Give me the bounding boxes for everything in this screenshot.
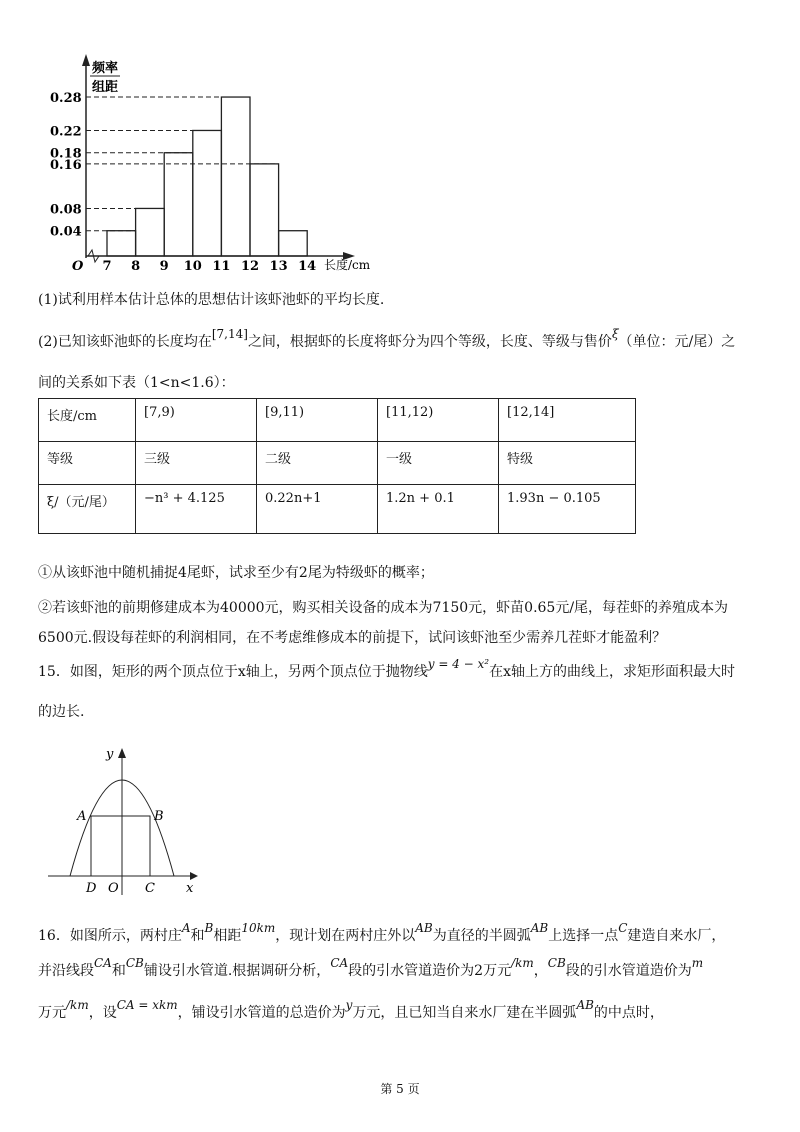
text: 段的引水管道造价为 xyxy=(565,963,692,979)
text: 段的引水管道造价为2万元 xyxy=(348,963,512,979)
y-axis-label-top: 频率 xyxy=(92,61,119,76)
label-a: A xyxy=(77,809,87,824)
table-cell: 1.2n + 0.1 xyxy=(378,485,499,534)
q15-text xyxy=(38,657,735,681)
q14-part1: (1)试利用样本估计总体的思想估计该虾池虾的平均长度. xyxy=(38,292,385,308)
histogram-bar xyxy=(107,231,136,256)
x-tick-label: 11 xyxy=(212,259,231,274)
label-y: y xyxy=(106,747,114,762)
y-tick-label: 0.04 xyxy=(50,224,82,240)
math-symbol: CA = xkm xyxy=(116,998,178,1012)
x-tick-label: 12 xyxy=(240,259,260,274)
x-axis-label: 长度/cm xyxy=(324,258,371,272)
q14-part2-cont: 间的关系如下表（1<n<1.6）： xyxy=(38,375,235,391)
text: 上选择一点 xyxy=(548,928,619,944)
text: 铺设引水管道.根据调研分析， xyxy=(143,963,331,979)
x-tick-label: 9 xyxy=(159,259,169,274)
label-x: x xyxy=(186,881,194,896)
label-o: O xyxy=(108,881,119,896)
y-tick-label: 0.08 xyxy=(50,202,82,218)
math-symbol: /km xyxy=(66,998,89,1012)
table-cell: 长度/cm xyxy=(39,399,136,442)
x-tick-label: 14 xyxy=(298,259,317,274)
math-symbol: C xyxy=(618,921,628,935)
histogram-bar xyxy=(250,164,279,256)
text: 相距 xyxy=(213,928,242,944)
table-row xyxy=(39,442,636,485)
math-symbol: CB xyxy=(125,956,144,970)
label-d: D xyxy=(86,881,97,896)
q14-part2 xyxy=(38,327,736,351)
math-symbol: B xyxy=(204,921,214,935)
q14-sub1: ①从该虾池中随机捕捉4尾虾，试求至少有2尾为特级虾的概率； xyxy=(38,565,434,581)
math-symbol: AB xyxy=(530,921,549,935)
math-symbol: m xyxy=(691,956,704,970)
y-axis-arrow-icon xyxy=(82,54,90,66)
histogram-bar xyxy=(193,130,222,256)
table-cell: [7,9) xyxy=(136,399,257,442)
histogram-bar xyxy=(164,153,193,256)
text: ，铺设引水管道的总造价为 xyxy=(177,1005,346,1021)
y-tick-label: 0.22 xyxy=(50,124,82,140)
table-cell: ξ/（元/尾） xyxy=(39,485,136,534)
math-symbol: AB xyxy=(576,998,594,1012)
text: 15．如图，矩形的两个顶点位于x轴上，另两个顶点位于抛物线 xyxy=(38,664,428,680)
histogram-bar xyxy=(221,97,250,256)
grade-price-table xyxy=(38,398,636,534)
q15-text-cont: 的边长. xyxy=(38,704,85,720)
table-cell: 二级 xyxy=(257,442,378,485)
interval: [7,14] xyxy=(211,327,248,341)
math-symbol: AB xyxy=(415,921,433,935)
table-cell: [12,14] xyxy=(499,399,636,442)
x-tick-label: 10 xyxy=(183,259,202,274)
q14-sub2-cont: 6500元.假设每茬虾的利润相同，在不考虑维修成本的前提下，试问该虾池至少需养几茬虾才能盈利？ xyxy=(38,630,667,646)
table-cell: 一级 xyxy=(378,442,499,485)
text: 和 xyxy=(111,963,126,979)
origin-label: O xyxy=(72,259,84,274)
math-symbol: 10km xyxy=(241,921,276,935)
x-tick-label: 7 xyxy=(102,259,112,274)
table-cell: [11,12) xyxy=(378,399,499,442)
table-cell: [9,11) xyxy=(257,399,378,442)
q14-sub2: ②若该虾池的前期修建成本为40000元，购买相关设备的成本为7150元，虾苗0.65元/尾，每茬虾的养殖成本为 xyxy=(38,600,729,616)
histogram-chart xyxy=(0,0,400,280)
table-cell: 1.93n − 0.105 xyxy=(499,485,636,534)
label-b: B xyxy=(154,809,164,824)
y-tick-label: 0.28 xyxy=(50,91,82,107)
text: （单位：元/尾）之 xyxy=(618,334,736,350)
x-axis-arrow-icon xyxy=(190,872,198,880)
text: (2)已知该虾池虾的长度均在 xyxy=(38,334,212,350)
q16-line3 xyxy=(38,998,664,1022)
math-symbol: A xyxy=(181,921,191,935)
text: 之间，根据虾的长度将虾分为四个等级，长度、等级与售价 xyxy=(247,334,612,350)
text: ， xyxy=(533,963,548,979)
text: 建造自来水厂， xyxy=(627,928,726,944)
q16-line1 xyxy=(38,921,726,945)
text: 万元 xyxy=(38,1005,66,1021)
table-row xyxy=(39,485,636,534)
text: 并沿线段 xyxy=(38,963,94,979)
text: 的中点时， xyxy=(593,1005,664,1021)
table-row xyxy=(39,399,636,442)
text: 万元，且已知当自来水厂建在半圆弧 xyxy=(352,1005,577,1021)
page-number: 第 5 页 xyxy=(380,1082,420,1096)
xi-symbol: ξ xyxy=(611,327,619,341)
table-cell: 等级 xyxy=(39,442,136,485)
table-cell: −n³ + 4.125 xyxy=(136,485,257,534)
parabola-formula: y = 4 − x² xyxy=(427,657,490,671)
y-axis-arrow-icon xyxy=(118,748,126,758)
text: ，设 xyxy=(88,1005,117,1021)
histogram-bar xyxy=(136,208,165,256)
math-symbol: CA xyxy=(94,956,112,970)
text: ，现计划在两村庄外以 xyxy=(275,928,416,944)
x-tick-label: 8 xyxy=(131,259,141,274)
table-cell: 0.22n+1 xyxy=(257,485,378,534)
y-tick-label: 0.18 xyxy=(50,146,82,162)
math-symbol: CB xyxy=(547,956,566,970)
histogram-bar xyxy=(279,231,308,256)
text: 为直径的半圆弧 xyxy=(432,928,531,944)
parabola-figure xyxy=(30,730,210,900)
text: 16．如图所示，两村庄 xyxy=(38,928,182,944)
text: 在x轴上方的曲线上，求矩形面积最大时 xyxy=(489,664,735,680)
x-tick-label: 13 xyxy=(269,259,288,274)
table-cell: 三级 xyxy=(136,442,257,485)
math-symbol: y xyxy=(345,998,353,1012)
y-tick-label: 0.16 xyxy=(50,157,82,173)
math-symbol: /km xyxy=(511,956,534,970)
q16-line2 xyxy=(38,956,704,980)
table-cell: 特级 xyxy=(499,442,636,485)
label-c: C xyxy=(145,881,155,896)
y-axis-label-bottom: 组距 xyxy=(92,80,119,95)
rectangle xyxy=(91,816,150,876)
math-symbol: CA xyxy=(330,956,349,970)
text: 和 xyxy=(190,928,205,944)
